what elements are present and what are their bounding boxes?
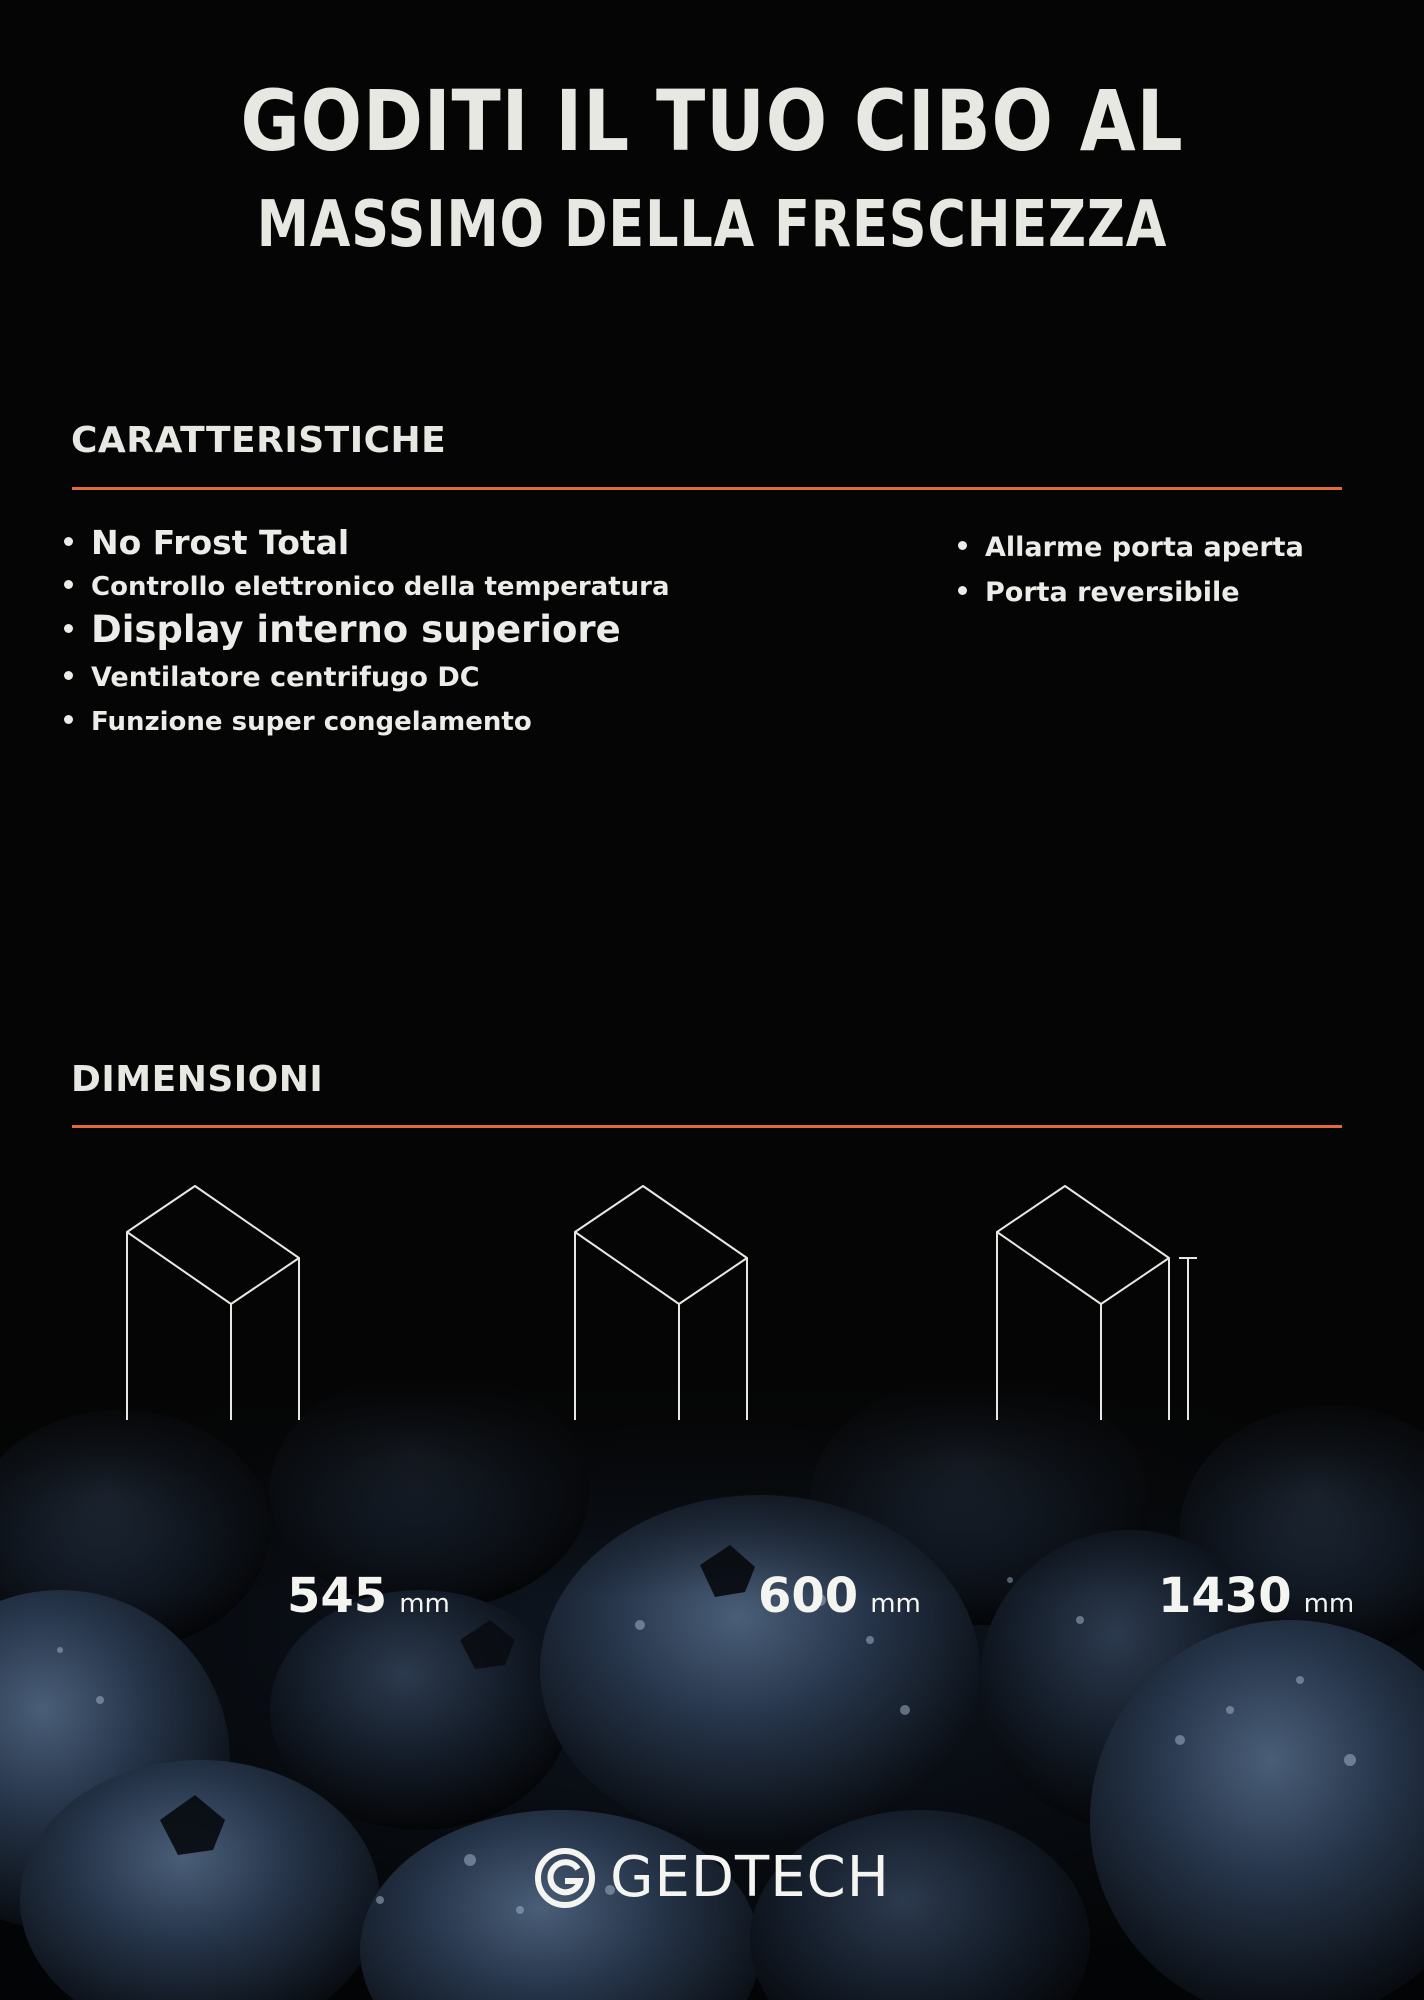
headline-line-2: MASSIMO DELLA FRESCHEZZA — [256, 188, 1168, 262]
dimension-value: 545 — [287, 1568, 388, 1624]
bullet-icon — [64, 624, 73, 633]
gedtech-logo-icon — [534, 1847, 596, 1909]
dimension-value: 1430 — [1158, 1568, 1292, 1624]
feature-item — [958, 532, 1304, 563]
feature-label: Allarme porta aperta — [985, 532, 1304, 563]
headline-line-1: GODITI IL TUO CIBO AL — [240, 72, 1184, 170]
feature-item — [64, 707, 532, 737]
dimension-height — [1158, 1568, 1354, 1624]
box-outline-icon — [575, 1186, 747, 1420]
feature-label: No Frost Total — [91, 523, 350, 562]
bullet-icon — [64, 715, 73, 724]
feature-item — [64, 572, 670, 602]
height-dimension-line — [1179, 1258, 1197, 1420]
feature-item — [958, 577, 1240, 608]
brand-name: GEDTECH — [610, 1845, 890, 1910]
feature-item — [64, 608, 621, 651]
feature-label: Funzione super congelamento — [91, 707, 532, 737]
bullet-icon — [64, 580, 73, 589]
box-outline-icon — [997, 1186, 1169, 1420]
brand-logo — [0, 1845, 1424, 1910]
bullet-icon — [64, 671, 73, 680]
feature-label: Porta reversibile — [985, 577, 1240, 608]
dimension-value: 600 — [758, 1568, 859, 1624]
bullet-icon — [958, 541, 967, 550]
dimension-unit: mm — [399, 1589, 450, 1619]
dimensions-heading: DIMENSIONI — [71, 1059, 324, 1100]
features-heading: CARATTERISTICHE — [71, 420, 447, 461]
dimension-depth — [758, 1568, 921, 1624]
bullet-icon — [64, 537, 73, 546]
feature-label: Controllo elettronico della temperatura — [91, 572, 670, 602]
dimension-unit: mm — [870, 1589, 921, 1619]
feature-label: Display interno superiore — [91, 608, 621, 651]
dimensions-divider — [72, 1125, 1342, 1128]
features-divider — [72, 487, 1342, 490]
dimension-diagrams — [0, 1160, 1424, 1420]
feature-item — [64, 662, 480, 693]
feature-item — [64, 523, 349, 562]
feature-label: Ventilatore centrifugo DC — [91, 662, 480, 693]
dimension-width — [287, 1568, 450, 1624]
box-outline-icon — [127, 1186, 299, 1420]
bullet-icon — [958, 586, 967, 595]
dimension-unit: mm — [1303, 1589, 1355, 1619]
